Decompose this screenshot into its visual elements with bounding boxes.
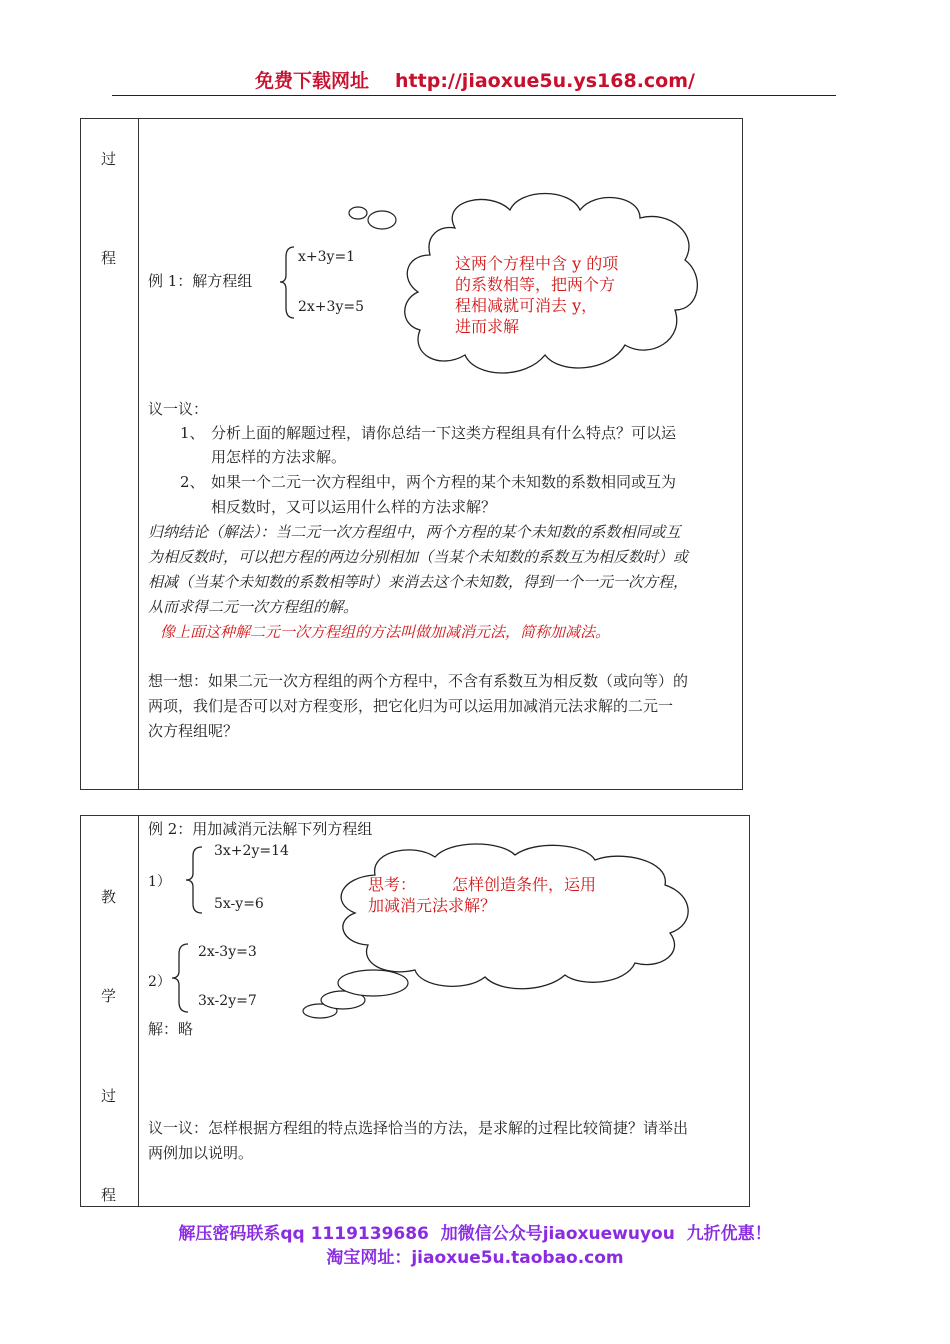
- think-line: 次方程组呢？: [148, 722, 239, 740]
- cloud-2-line-1: 思考： 怎样创造条件，运用: [368, 875, 597, 894]
- footer-contact: 解压密码联系qq 1119139686 加微信公众号jiaoxuewuyou 九折优惠！: [178, 1224, 772, 1244]
- method-definition: 像上面这种解二元一次方程组的方法叫做加减消元法，简称加减法。: [160, 623, 611, 641]
- side-label-char: 教: [101, 888, 117, 906]
- equation-1a: x+3y=1: [298, 249, 356, 265]
- think-line: 两项，我们是否可以对方程变形，把它化归为可以运用加减消元法求解的二元一: [148, 697, 674, 715]
- site-url-link[interactable]: http://jiaoxue5u.ys168.com/: [395, 70, 695, 92]
- table-1-column-divider: [138, 118, 139, 790]
- problem-2-equation-a: 2x-3y=3: [198, 944, 257, 960]
- think-line: 想一想：如果二元一次方程组的两个方程中，不含有系数互为相反数（或向等）的: [148, 672, 689, 690]
- footer-wechat: jiaoxuewuyou: [542, 1224, 675, 1244]
- cloud-2-line-2: 加减消元法求解？: [368, 896, 497, 915]
- side-label-top: 过: [101, 150, 117, 168]
- item-1-line-2: 用怎样的方法求解。: [211, 448, 347, 466]
- side-label-bottom: 程: [101, 249, 117, 267]
- cloud-1-text: [455, 253, 655, 337]
- problem-2-equation-b: 3x-2y=7: [198, 993, 257, 1009]
- item-2-line-1: 如果一个二元一次方程组中，两个方程的某个未知数的系数相同或互为: [211, 473, 677, 491]
- item-1-number: 1、: [180, 424, 205, 442]
- system-brace-3: [170, 942, 192, 1014]
- cloud-1-line: 这两个方程中含 y 的项: [455, 254, 619, 273]
- problem-2-label: 2）: [148, 974, 171, 990]
- cloud-1-line: 进而求解: [455, 317, 520, 336]
- footer-shop-link[interactable]: jiaoxue5u.taobao.com: [411, 1248, 624, 1268]
- item-1-line-1: 分析上面的解题过程，请你总结一下这类方程组具有什么特点？可以运: [211, 424, 677, 442]
- side-label-char: 程: [101, 1186, 117, 1204]
- system-brace-2: [184, 845, 206, 915]
- side-label-char: 过: [101, 1087, 117, 1105]
- problem-1-label: 1）: [148, 874, 171, 890]
- conclusion-line: 相减（当某个未知数的系数相等时）来消去这个未知数，得到一个一元一次方程，: [148, 573, 689, 591]
- example-1-label: 例 1：解方程组: [148, 272, 253, 290]
- discuss-title: 议一议：: [148, 400, 209, 418]
- discuss-2-line-2: 两例加以说明。: [148, 1144, 254, 1162]
- thought-cloud-2: [300, 835, 700, 1020]
- conclusion-line: 归纳结论（解法）：当二元一次方程组中，两个方程的某个未知数的系数相同或互: [148, 523, 681, 541]
- site-name: 免费下载网址: [255, 70, 370, 92]
- footer-shop: 淘宝网址：jiaoxue5u.taobao.com: [326, 1248, 624, 1268]
- equation-1b: 2x+3y=5: [298, 299, 364, 315]
- system-brace-1: [278, 245, 298, 320]
- item-2-line-2: 相反数时，又可以运用什么样的方法求解？: [211, 498, 497, 516]
- problem-1-equation-b: 5x-y=6: [214, 896, 264, 912]
- solution-text: 解：略: [148, 1020, 194, 1038]
- table-2-column-divider: [138, 815, 139, 1207]
- cloud-1-line: 的系数相等，把两个方: [455, 275, 616, 294]
- cloud-1-line: 程相减就可消去 y，: [455, 296, 598, 315]
- discuss-2-line-1: 议一议：怎样根据方程组的特点选择恰当的方法，是求解的过程比较简捷？请举出: [148, 1119, 689, 1137]
- footer-qq: qq 1119139686: [280, 1224, 429, 1244]
- conclusion-line: 为相反数时，可以把方程的两边分别相加（当某个未知数的系数互为相反数时）或: [148, 548, 689, 566]
- example-2-label: 例 2：用加减消元法解下列方程组: [148, 820, 373, 838]
- header-divider: [112, 95, 836, 96]
- problem-1-equation-a: 3x+2y=14: [214, 843, 289, 859]
- side-label-char: 学: [101, 987, 117, 1005]
- cloud-2-prefix: 思考：: [368, 875, 417, 894]
- page-header: [0, 66, 950, 93]
- item-2-number: 2、: [180, 473, 205, 491]
- conclusion-line: 从而求得二元一次方程组的解。: [148, 598, 359, 616]
